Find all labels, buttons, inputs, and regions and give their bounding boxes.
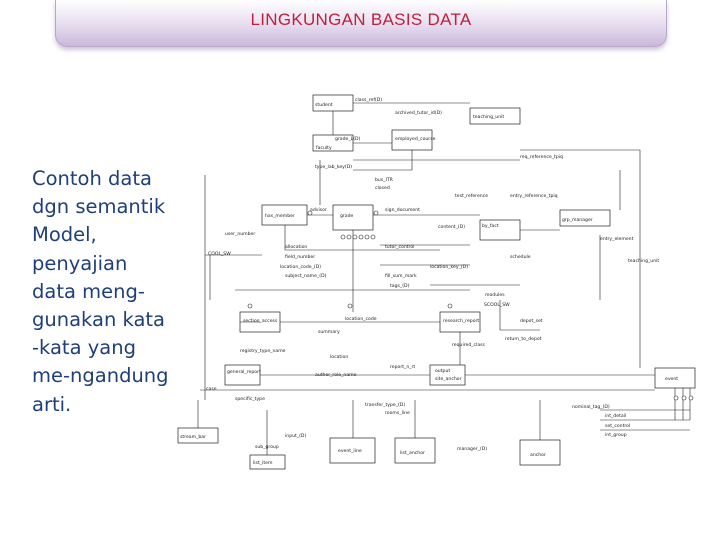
description-line: dgn semantik (32, 195, 166, 219)
output-box (430, 365, 465, 385)
diagram-label: location (330, 355, 349, 360)
diagram-label: type_lab_key(D) (315, 165, 353, 170)
diagram-label: int_group (605, 433, 627, 438)
diagram-label: list_anchor (400, 451, 425, 456)
diagram-label: event_line (338, 449, 362, 454)
by-fact-box (480, 220, 520, 240)
diagram-label: case (206, 387, 217, 392)
diagram-label: sign_document (385, 208, 420, 213)
diagram-label: COOL_SW (208, 252, 231, 257)
diagram-label: section_access (243, 319, 278, 324)
general-report-box (225, 365, 260, 385)
diagram-label: entry_reference_tpiq (510, 194, 558, 199)
diagram-label: test_reference (455, 194, 489, 199)
diagram-label: grp_manager (562, 218, 593, 223)
diagram-label: user_number (225, 232, 256, 237)
diagram-label: bus_ITR (375, 178, 393, 183)
description-line: -kata yang (32, 336, 136, 360)
diagram-label: general_report (227, 370, 261, 375)
diagram-label: output (435, 369, 451, 374)
diagram-label: manager_(D) (457, 447, 488, 452)
diagram-label: depot_set (520, 319, 543, 324)
diagram-label: set_control (605, 424, 631, 429)
diagram-label: allocation (285, 245, 308, 250)
diagram-label: site_anchor (435, 377, 462, 382)
diagram-label: transfer_type_(D) (365, 403, 406, 408)
diagram-label: by_fact (482, 224, 499, 229)
diagram-label: required_class (452, 343, 485, 348)
diagram-label: modules (485, 293, 505, 298)
diagram-label: employed_course (395, 137, 436, 142)
diagram-label: req_reference_tpiq (520, 155, 563, 160)
description-line: gunakan kata (32, 308, 165, 332)
diagram-label: author_role_name (315, 373, 357, 378)
diagram-label: schedule (510, 255, 531, 260)
diagram-label: class_ref(D) (355, 98, 383, 103)
diagram-label: field_number (285, 255, 316, 260)
slide-title: LINGKUNGAN BASIS DATA (250, 10, 472, 29)
diagram-label: student (315, 103, 333, 108)
diagram-label: grade_L(D) (335, 137, 361, 142)
diagram-label: input_(D) (285, 434, 307, 439)
diagram-label: SCOOL_SW (484, 303, 510, 308)
description-line: Contoh data (32, 167, 152, 190)
diagram-label: location_code (345, 317, 377, 322)
diagram-label: archived_tutor_id(D) (395, 111, 442, 116)
diagram-label: specific_type (235, 397, 265, 402)
relationship-lines (198, 103, 655, 455)
diagram-label: nominal_tag_(D) (572, 405, 610, 410)
diagram-label: int_detail (605, 414, 627, 419)
description-line: me-ngandung (32, 364, 169, 388)
diagram-label: content_(D) (438, 225, 466, 230)
diagram-label: location_code_(D) (280, 265, 322, 270)
diagram-label: closed (375, 186, 390, 191)
description-line: Model, (32, 223, 97, 247)
diagram-label: event (665, 377, 679, 382)
diagram-label: summary (318, 330, 340, 335)
diagram-label: sub_group (255, 445, 279, 450)
diagram-label: return_to_depot (505, 337, 542, 342)
diagram-label: registry_type_name (240, 349, 286, 354)
diagram-label: location_key_(D) (430, 265, 468, 270)
description-line: arti. (32, 392, 72, 416)
diagram-label: has_member (265, 214, 295, 219)
description-line: data meng- (32, 279, 145, 303)
description-line: penyajian (32, 251, 128, 275)
diagram-label: tutor_control (385, 245, 415, 250)
diagram-label: faculty (316, 146, 332, 151)
diagram-label: anchor (530, 453, 546, 458)
diagram-label: tags_(D) (390, 284, 410, 289)
diagram-label: stream_bar (180, 435, 207, 440)
diagram-label: report_n_rt (390, 365, 416, 370)
diagram-label: research_report (443, 319, 480, 324)
diagram-label: subject_name_(D) (285, 274, 327, 279)
diagram-label: rooms_line (385, 411, 410, 416)
diagram-label: teaching_unit (473, 115, 505, 120)
diagram-label: advisor (310, 208, 327, 213)
diagram-label: fill_sum_mark (385, 274, 417, 279)
diagram-label: grade (340, 214, 354, 219)
diagram-label: teaching_unit (628, 259, 660, 264)
diagram-label: list_item (253, 461, 273, 466)
diagram-label: entry_element (600, 237, 634, 242)
